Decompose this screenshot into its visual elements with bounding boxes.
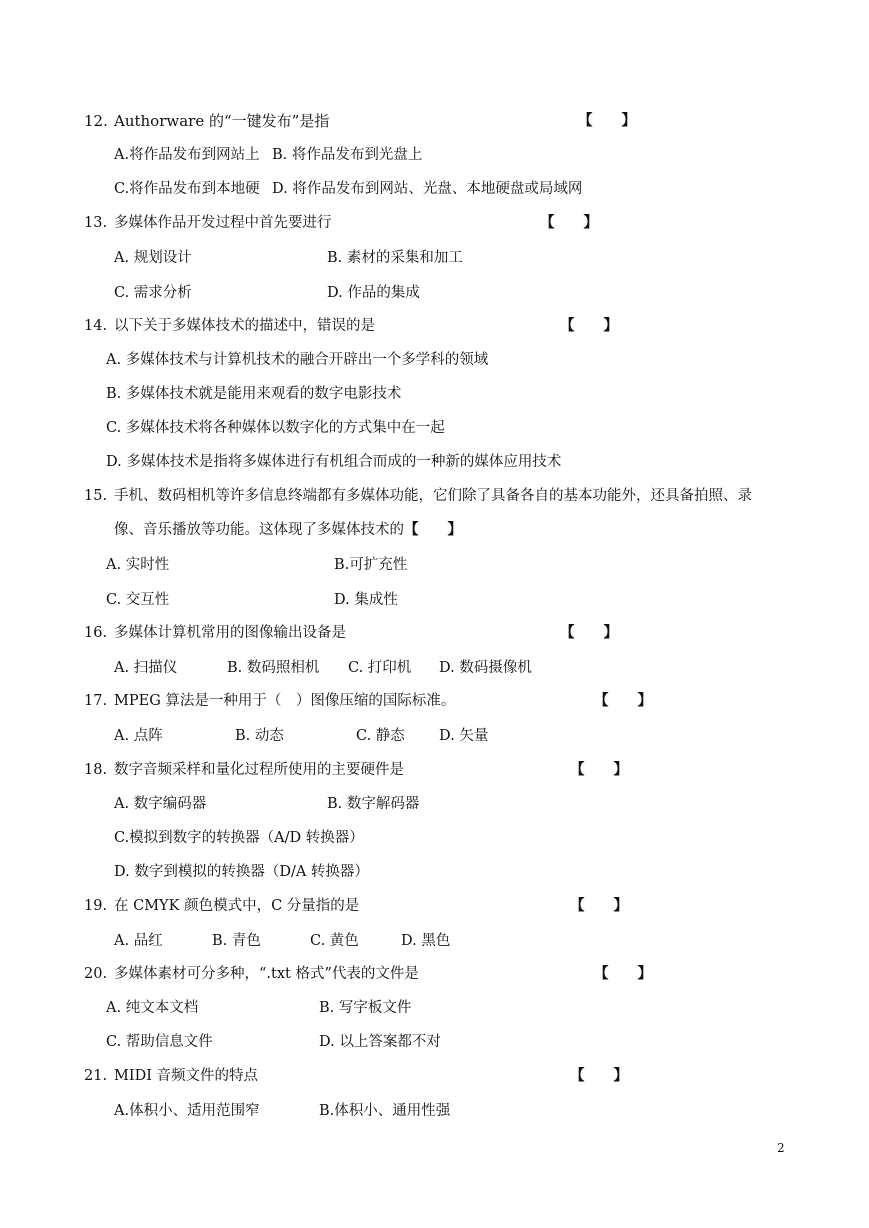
option-d: D. 黑色 <box>401 933 451 949</box>
option-b: B. 素材的采集和加工 <box>327 250 463 266</box>
option-d: D. 数字到模拟的转换器（D/A 转换器） <box>114 864 369 880</box>
option-c: C.模拟到数字的转换器（A/D 转换器） <box>114 830 364 846</box>
option-a: A. 纯文本文档 <box>106 1000 199 1016</box>
answer-bracket: 【 】 <box>570 897 628 914</box>
option-a: A. 数字编码器 <box>114 796 207 812</box>
option-c: C. 多媒体技术将各种媒体以数字化的方式集中在一起 <box>106 420 445 436</box>
question-number: 13. <box>84 215 108 231</box>
page-number: 2 <box>777 1141 785 1155</box>
answer-bracket: 【 】 <box>594 692 652 709</box>
question-number: 20. <box>84 966 108 982</box>
option-b: B. 数码照相机 <box>227 660 320 676</box>
option-a: A. 规划设计 <box>114 250 192 266</box>
answer-bracket: 【 】 <box>578 112 636 129</box>
question-stem: MIDI 音频文件的特点 <box>114 1068 259 1084</box>
option-d: D. 矢量 <box>439 728 489 744</box>
option-c: C. 静态 <box>356 728 405 744</box>
answer-bracket: 【 】 <box>540 214 598 231</box>
question-12 <box>84 111 329 131</box>
question-number: 15. <box>84 488 108 504</box>
option-d: D. 数码摄像机 <box>439 660 532 676</box>
question-15-continued <box>114 520 462 540</box>
option-b: B.可扩充性 <box>334 557 408 573</box>
option-c: C. 打印机 <box>348 660 412 676</box>
question-17 <box>84 691 455 711</box>
question-number: 21. <box>84 1068 108 1084</box>
option-c: C. 交互性 <box>106 592 170 608</box>
option-b: B. 多媒体技术就是能用来观看的数字电影技术 <box>106 386 402 402</box>
question-stem: 多媒体作品开发过程中首先要进行 <box>114 215 332 231</box>
question-stem: 多媒体素材可分多种，“.txt 格式”代表的文件是 <box>114 966 419 982</box>
question-number: 17. <box>84 693 108 709</box>
option-b: B.体积小、通用性强 <box>319 1103 451 1119</box>
option-b: B. 写字板文件 <box>319 1000 412 1016</box>
option-a: A.体积小、适用范围窄 <box>114 1103 260 1119</box>
question-14 <box>84 316 375 336</box>
question-stem-continued: 像、音乐播放等功能。这体现了多媒体技术的 <box>114 522 404 538</box>
question-number: 19. <box>84 898 108 914</box>
option-d: D. 集成性 <box>334 592 398 608</box>
question-stem: 在 CMYK 颜色模式中，C 分量指的是 <box>114 898 360 914</box>
option-a: A. 多媒体技术与计算机技术的融合开辟出一个多学科的领域 <box>106 352 489 368</box>
option-a: A. 点阵 <box>114 728 163 744</box>
question-number: 16. <box>84 625 108 641</box>
option-d: D. 作品的集成 <box>327 285 420 301</box>
option-a: A. 实时性 <box>106 557 170 573</box>
option-d: D. 以上答案都不对 <box>319 1034 441 1050</box>
option-a: A.将作品发布到网站上 <box>114 147 260 163</box>
question-stem: 数字音频采样和量化过程所使用的主要硬件是 <box>114 762 404 778</box>
question-stem: Authorware 的“一键发布”是指 <box>114 112 330 130</box>
answer-bracket: 【 】 <box>560 624 618 641</box>
option-c: C. 帮助信息文件 <box>106 1034 213 1050</box>
option-d: D. 多媒体技术是指将多媒体进行有机组合而成的一种新的媒体应用技术 <box>106 454 562 470</box>
question-21 <box>84 1066 258 1086</box>
question-15 <box>84 486 752 506</box>
question-16 <box>84 623 346 643</box>
option-c: C. 需求分析 <box>114 285 192 301</box>
option-b: B. 青色 <box>212 933 261 949</box>
answer-bracket: 【 】 <box>404 521 462 538</box>
answer-bracket: 【 】 <box>594 965 652 982</box>
question-stem: 以下关于多媒体技术的描述中，错误的是 <box>114 318 375 334</box>
question-number: 12. <box>84 112 108 130</box>
option-a: A. 扫描仪 <box>114 660 178 676</box>
answer-bracket: 【 】 <box>570 761 628 778</box>
option-b: B. 将作品发布到光盘上 <box>272 147 423 163</box>
question-13 <box>84 213 332 233</box>
option-d: D. 将作品发布到网站、光盘、本地硬盘或局域网 <box>272 181 583 197</box>
question-stem: 多媒体计算机常用的图像输出设备是 <box>114 625 346 641</box>
option-b: B. 动态 <box>235 728 284 744</box>
question-20 <box>84 964 419 984</box>
question-stem: 手机、数码相机等许多信息终端都有多媒体功能，它们除了具备各自的基本功能外，还具备拍照、录 <box>114 488 752 504</box>
answer-bracket: 【 】 <box>560 317 618 334</box>
question-18 <box>84 760 404 780</box>
answer-bracket: 【 】 <box>570 1067 628 1084</box>
option-b: B. 数字解码器 <box>327 796 420 812</box>
question-number: 18. <box>84 762 108 778</box>
question-19 <box>84 896 359 916</box>
option-c: C. 黄色 <box>310 933 359 949</box>
question-stem: MPEG 算法是一种用于（ ）图像压缩的国际标准。 <box>114 693 456 709</box>
option-c: C.将作品发布到本地硬 <box>114 181 260 197</box>
option-a: A. 品红 <box>114 933 163 949</box>
question-number: 14. <box>84 318 108 334</box>
